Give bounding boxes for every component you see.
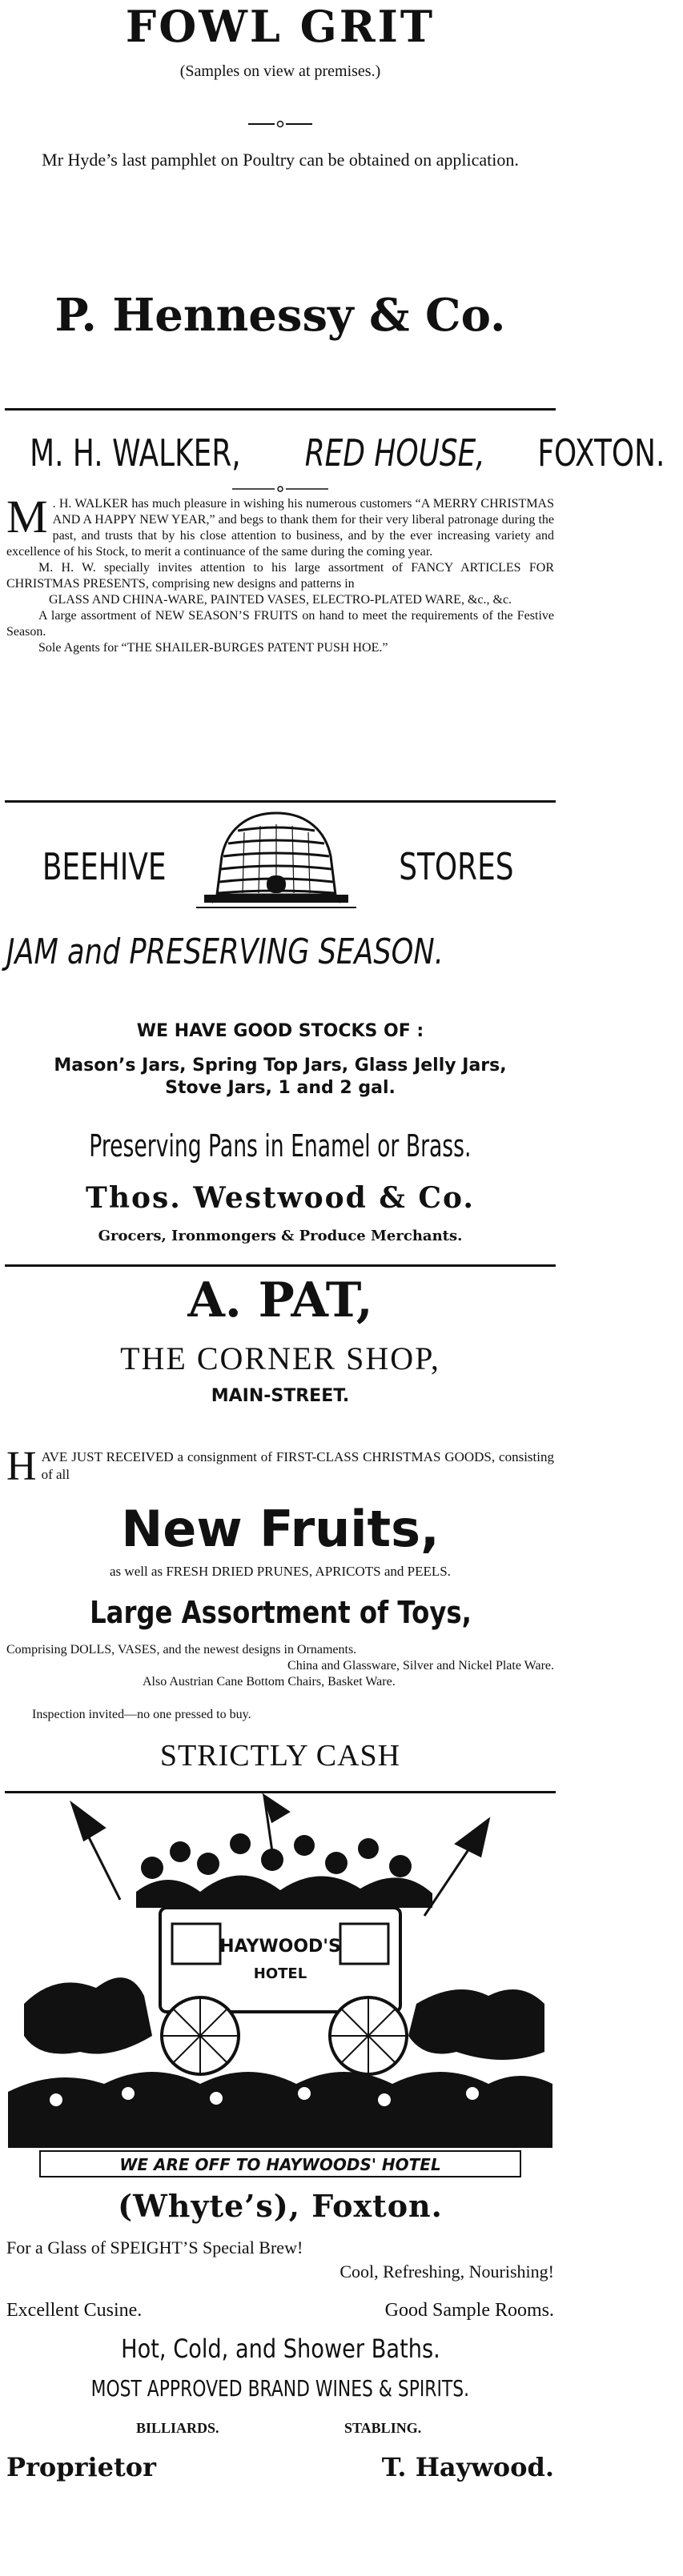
coach-banner: WE ARE OFF TO HAYWOODS' HOTEL	[119, 2155, 441, 2174]
walker-heading	[0, 431, 665, 475]
amenities-row	[6, 2300, 554, 2322]
walker-fruits: A large assortment of NEW SEASON’S FRUITS on hand to meet the requirements of the Festive Season.	[6, 609, 554, 639]
toys-heading: Large Assortment of Toys,	[89, 1595, 472, 1630]
hotel-name: (Whyte’s), Foxton.	[118, 2188, 443, 2224]
walker-greeting: M . H. WALKER has much pleasure in wishing his numerous customers “A MERRY CHRISTMAS AND A HAPPY NEW YEAR,” and begs to thank them for their very liberal patronage during the past, and trusts that by his close attention to business, and by the ever increasing variety and excellence of his Stock, to merit a continuance of the same during the coming year.	[6, 491, 554, 559]
walker-place: FOXTON.	[537, 431, 665, 475]
comprising-line-2: China and Glassware, Silver and Nickel Plate Ware.	[287, 1659, 554, 1673]
divider	[5, 1264, 556, 1267]
new-fruits: New Fruits,	[121, 1500, 440, 1558]
beehive-word: BEEHIVE	[42, 845, 167, 888]
jars-line-1: Mason’s Jars, Spring Top Jars, Glass Jelly Jars,	[54, 1056, 507, 1076]
strictly-cash: STRICTLY CASH	[159, 1739, 401, 1773]
good-stocks-heading: WE HAVE GOOD STOCKS OF :	[136, 1021, 424, 1041]
stores-word: STORES	[399, 845, 514, 888]
preserving-season: JAM and PRESERVING SEASON.	[6, 931, 444, 972]
coach-sign-hotel: HOTEL	[253, 1965, 307, 1982]
comprising-line-1: Comprising DOLLS, VASES, and the newest designs in Ornaments.	[6, 1643, 357, 1657]
walker-fancy-articles: M. H. W. specially invites attention to his large assortment of FANCY ARTICLES FOR CHRISTMAS PRESENTS, comprising new designs and patterns in	[6, 561, 554, 591]
hennessy-firm-name: P. Hennessy & Co.	[54, 289, 506, 342]
walker-sole-agents: Sole Agents for “THE SHAILER-BURGES PATENT PUSH HOE.”	[38, 641, 388, 655]
westwood-firm-name: Thos. Westwood & Co.	[86, 1181, 475, 1215]
speights-line: For a Glass of SPEIGHT’S Special Brew!	[6, 2237, 303, 2258]
proprietor-row	[6, 2452, 554, 2482]
comprising-line-3: Also Austrian Cane Bottom Chairs, Basket Ware.	[143, 1675, 396, 1689]
walker-name: M. H. WALKER,	[30, 431, 241, 475]
inspection-note: Inspection invited—no one pressed to buy.	[32, 1708, 251, 1721]
preserving-pans: Preserving Pans in Enamel or Brass.	[89, 1128, 472, 1164]
proprietor-label: Proprietor	[6, 2452, 156, 2482]
divider	[5, 800, 556, 803]
main-street: MAIN-STREET.	[211, 1386, 350, 1406]
pat-comprising	[6, 1642, 554, 1690]
coach-illustration	[8, 1796, 552, 2180]
westwood-trades: Grocers, Ironmongers & Produce Merchants.	[98, 1228, 463, 1244]
drop-cap: H	[6, 1444, 37, 1489]
sample-rooms-label: Good Sample Rooms.	[384, 2300, 554, 2321]
stabling-label: STABLING.	[344, 2420, 422, 2436]
divider	[5, 1791, 556, 1793]
baths-line: Hot, Cold, and Shower Baths.	[120, 2334, 440, 2364]
pamphlet-note: Mr Hyde’s last pamphlet on Poultry can be obtained on application.	[42, 150, 519, 170]
samples-note: (Samples on view at premises.)	[179, 62, 381, 80]
pat-name: A. PAT,	[187, 1272, 373, 1328]
cuisine-label: Excellent Cusine.	[6, 2300, 143, 2321]
divider	[5, 408, 556, 411]
dried-fruits: as well as FRESH DRIED PRUNES, APRICOTS and PEELS.	[110, 1564, 451, 1579]
billiards-label: BILLIARDS.	[136, 2420, 219, 2436]
proprietor-name: T. Haywood.	[381, 2452, 554, 2482]
drop-cap: M	[6, 491, 48, 543]
fowl-grit-title: FOWL GRIT	[125, 1, 436, 52]
ornament-divider	[248, 120, 312, 128]
pat-intro: HAVE JUST RECEIVED a consignment of FIRST-CLASS CHRISTMAS GOODS, consisting of all	[6, 1444, 554, 1489]
beehive-icon	[196, 808, 356, 912]
walker-wares: GLASS AND CHINA-WARE, PAINTED VASES, ELECTRO-PLATED WARE, &c., &c.	[48, 593, 512, 607]
cool-refreshing-line: Cool, Refreshing, Nourishing!	[339, 2262, 554, 2282]
jars-line-2: Stove Jars, 1 and 2 gal.	[165, 1078, 396, 1098]
walker-body	[6, 491, 554, 656]
coach-sign: HAYWOOD'S	[219, 1937, 341, 1957]
jars-list	[0, 1055, 560, 1100]
corner-shop: THE CORNER SHOP,	[120, 1340, 440, 1376]
ornament-divider	[232, 485, 328, 493]
walker-house: RED HOUSE,	[305, 431, 486, 475]
wines-spirits-line: MOST APPROVED BRAND WINES & SPIRITS.	[90, 2375, 470, 2402]
